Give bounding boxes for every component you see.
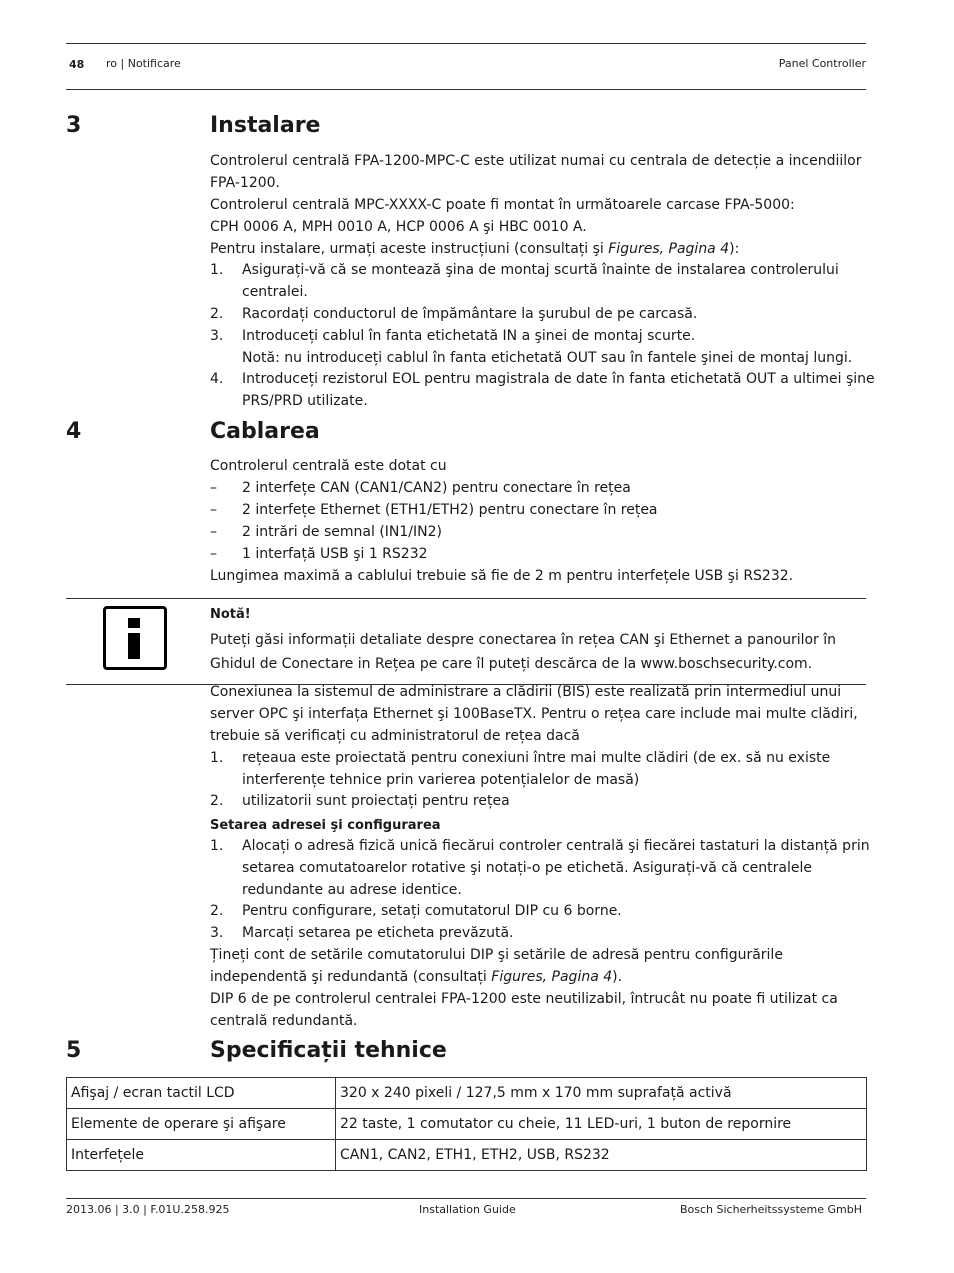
paragraph: Țineți cont de setările comutatorului DIP şi setările de adresă pentru configurările independentă şi redundantă (consultați Figures, Pagina 4). DIP 6 de pe controlerul centralei FPA-1200 este neutilizabil, întrucât nu poate fi utilizat ca centrală redundantă.	[210, 947, 838, 1029]
header-top-rule	[66, 43, 866, 44]
section-3-number: 3	[66, 113, 82, 138]
bullet-dash: –	[210, 480, 217, 496]
note-title: Notă!	[210, 607, 251, 622]
spec-table	[66, 1077, 867, 1171]
paragraph: Controlerul centrală FPA-1200-MPC-C este utilizat numai cu centrala de detecție a incendiilor FPA-1200. Controlerul centrală MPC-XXXX-C poate fi montat în următoarele carcase FPA-5000: CPH 0006 A, MPH 0010 A, HCP 0006 A şi HBC 0010 A. Pentru instalare, urmați aceste instrucțiuni (consultați şi Figures, Pagina 4):	[210, 153, 862, 257]
header-bottom-rule	[66, 89, 866, 90]
list-number: 1.	[210, 750, 224, 766]
table-row	[67, 1109, 867, 1140]
paragraph: Conexiunea la sistemul de administrare a clădirii (BIS) este realizată prin intermediul unui server OPC şi interfața Ethernet şi 100BaseTX. Pentru o rețea care include mai multe clădiri, trebuie să verificați cu administratorul de rețea dacă	[210, 684, 858, 744]
header-section: ro | Notificare	[106, 57, 181, 70]
bullet-dash: –	[210, 524, 217, 540]
list-number: 2.	[210, 903, 224, 919]
section-5-title: Specificații tehnice	[210, 1038, 447, 1063]
table-row	[67, 1140, 867, 1171]
list-item: Introduceți cablul în fanta etichetată IN a şinei de montaj scurte. Notă: nu introduceți cablul în fanta etichetată OUT sau în fantele şinei de montaj lungi.	[242, 328, 853, 366]
footer-company: Bosch Sicherheitssysteme GmbH	[679, 1203, 862, 1216]
table-cell: Elemente de operare şi afişare	[67, 1109, 336, 1140]
bullet-dash: –	[210, 502, 217, 518]
section-4-title: Cablarea	[210, 419, 320, 444]
list-number: 2.	[210, 793, 224, 809]
footer-rule	[66, 1198, 866, 1199]
list-number: 3.	[210, 925, 224, 941]
bullet-dash: –	[210, 546, 217, 562]
footer-title: Installation Guide	[419, 1203, 516, 1216]
list-item: Alocați o adresă fizică unică fiecărui controler centrală şi fiecărei tastaturi la distanță prin setarea comutatoarelor rotative şi notați-o pe etichetă. Asigurați-vă că centralele redundante au adrese identice.	[242, 838, 870, 898]
table-cell: CAN1, CAN2, ETH1, ETH2, USB, RS232	[336, 1140, 867, 1171]
page-number: 48	[69, 58, 85, 71]
table-cell: 320 x 240 pixeli / 127,5 mm x 170 mm suprafață activă	[336, 1078, 867, 1109]
subheading: Setarea adresei şi configurarea	[210, 818, 441, 833]
info-icon	[103, 606, 167, 670]
list-item: utilizatorii sunt proiectați pentru rețea	[242, 793, 510, 809]
table-row	[67, 1078, 867, 1109]
header-product: Panel Controller	[778, 57, 866, 70]
bullet-item: 2 intrări de semnal (IN1/IN2)	[242, 524, 442, 540]
list-number: 1.	[210, 262, 224, 278]
note-text: Puteți găsi informații detaliate despre conectarea în rețea CAN şi Ethernet a panourilor în Ghidul de Conectare in Rețea pe care îl puteți descărca de la www.boschsecurity.com.	[210, 632, 837, 672]
list-item: Introduceți rezistorul EOL pentru magistrala de date în fanta etichetată OUT a ultimei şine PRS/PRD utilizate.	[242, 371, 875, 409]
bullet-item: 2 interfețe Ethernet (ETH1/ETH2) pentru conectare în rețea	[242, 502, 658, 518]
section-4-number: 4	[66, 419, 82, 444]
paragraph: Lungimea maximă a cablului trebuie să fie de 2 m pentru interfețele USB şi RS232.	[210, 568, 794, 584]
list-item: Pentru configurare, setați comutatorul DIP cu 6 borne.	[242, 903, 622, 919]
paragraph: Controlerul centrală este dotat cu	[210, 458, 447, 474]
list-item: Asigurați-vă că se montează şina de montaj scurtă înainte de instalarea controlerului centralei.	[242, 262, 839, 300]
section-5-number: 5	[66, 1038, 82, 1063]
list-number: 1.	[210, 838, 224, 854]
list-number: 4.	[210, 371, 224, 387]
list-number: 3.	[210, 328, 224, 344]
footer-doc-id: 2013.06 | 3.0 | F.01U.258.925	[66, 1203, 230, 1216]
table-cell: Afişaj / ecran tactil LCD	[67, 1078, 336, 1109]
bullet-item: 1 interfață USB şi 1 RS232	[242, 546, 428, 562]
note-top-rule	[66, 598, 866, 599]
list-number: 2.	[210, 306, 224, 322]
table-cell: Interfețele	[67, 1140, 336, 1171]
table-cell: 22 taste, 1 comutator cu cheie, 11 LED-uri, 1 buton de repornire	[336, 1109, 867, 1140]
bullet-item: 2 interfețe CAN (CAN1/CAN2) pentru conectare în rețea	[242, 480, 631, 496]
list-item: Racordați conductorul de împământare la şurubul de pe carcasă.	[242, 306, 698, 322]
section-3-title: Instalare	[210, 113, 321, 138]
list-item: rețeaua este proiectată pentru conexiuni între mai multe clădiri (de ex. să nu existe interferențe tehnice prin varierea potențialelor de masă)	[242, 750, 831, 788]
list-item: Marcați setarea pe eticheta prevăzută.	[242, 925, 514, 941]
